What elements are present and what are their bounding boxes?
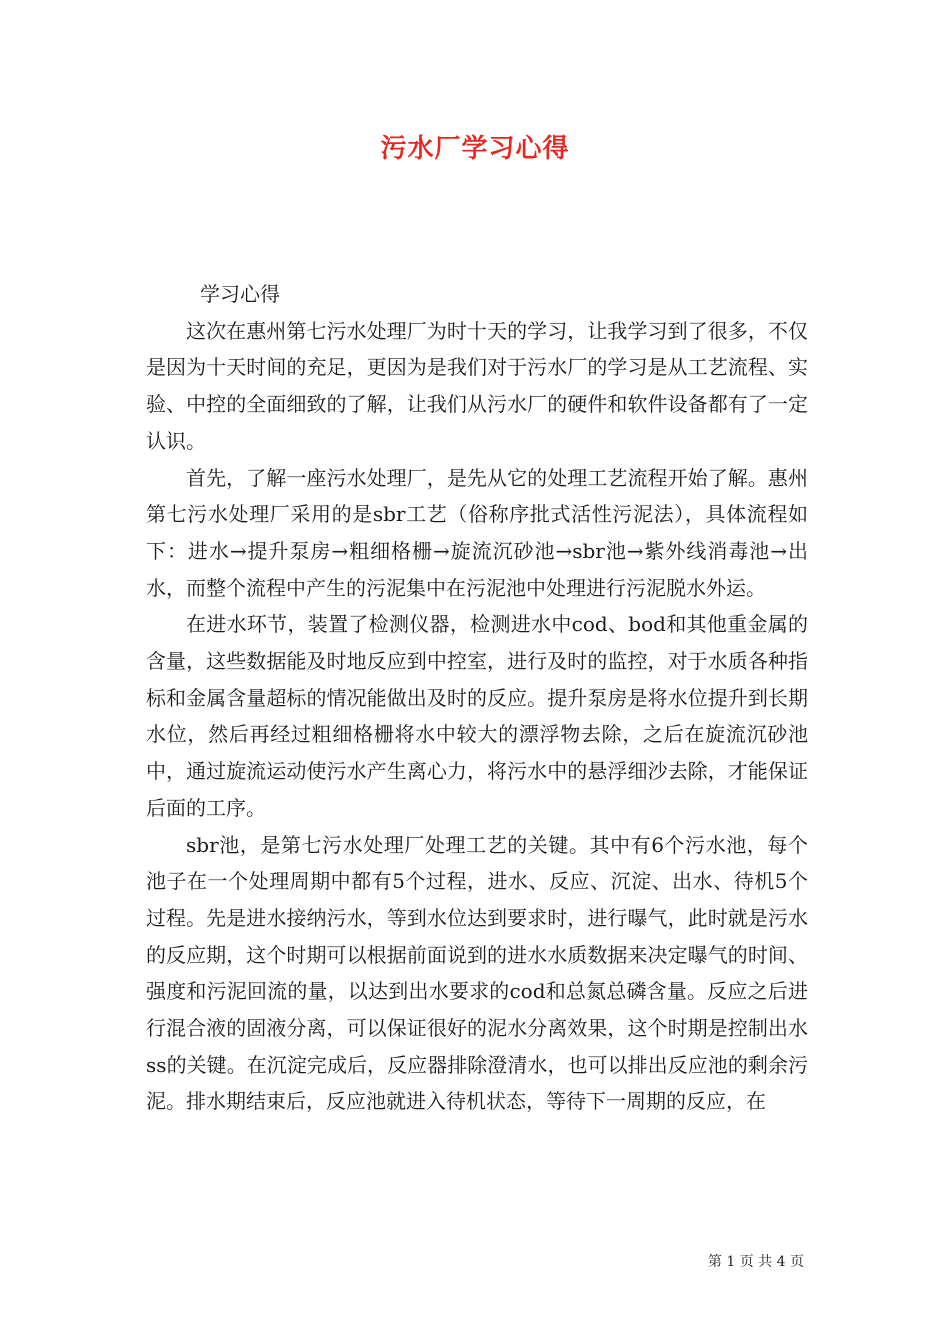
document-body — [146, 276, 808, 1120]
paragraph-3: 在进水环节，装置了检测仪器，检测进水中cod、bod和其他重金属的含量，这些数据能及时地反应到中控室，进行及时的监控，对于水质各种指标和金属含量超标的情况能做出及时的反应。提升泵房是将水位提升到长期水位，然后再经过粗细格栅将水中较大的漂浮物去除，之后在旋流沉砂池中，通过旋流运动使污水产生离心力，将污水中的悬浮细沙去除，才能保证后面的工序。 — [146, 612, 808, 820]
section-heading: 学习心得 — [200, 282, 280, 306]
page-number-footer: 第 1 页 共 4 页 — [707, 1254, 804, 1270]
paragraph-2: 首先，了解一座污水处理厂，是先从它的处理工艺流程开始了解。惠州第七污水处理厂采用的是sbr工艺（俗称序批式活性污泥法），具体流程如下：进水→提升泵房→粗细格栅→旋流沉砂池→sbr池→紫外线消毒池→出水，而整个流程中产生的污泥集中在污泥池中处理进行污泥脱水外运。 — [146, 465, 808, 600]
paragraph-1: 这次在惠州第七污水处理厂为时十天的学习，让我学习到了很多，不仅是因为十天时间的充足，更因为是我们对于污水厂的学习是从工艺流程、实验、中控的全面细致的了解，让我们从污水厂的硬件和软件设备都有了一定认识。 — [146, 318, 808, 453]
document-title: 污水厂学习心得 — [380, 134, 570, 164]
paragraph-4: sbr池，是第七污水处理厂处理工艺的关键。其中有6个污水池，每个池子在一个处理周期中都有5个过程，进水、反应、沉淀、出水、待机5个过程。先是进水接纳污水，等到水位达到要求时，进行曝气，此时就是污水的反应期，这个时期可以根据前面说到的进水水质数据来决定曝气的时间、强度和污泥回流的量，以达到出水要求的cod和总氮总磷含量。反应之后进行混合液的固液分离，可以保证很好的泥水分离效果，这个时期是控制出水ss的关键。在沉淀完成后，反应器排除澄清水，也可以排出反应池的剩余污泥。排水期结束后，反应池就进入待机状态，等待下一周期的反应，在 — [146, 832, 808, 1114]
